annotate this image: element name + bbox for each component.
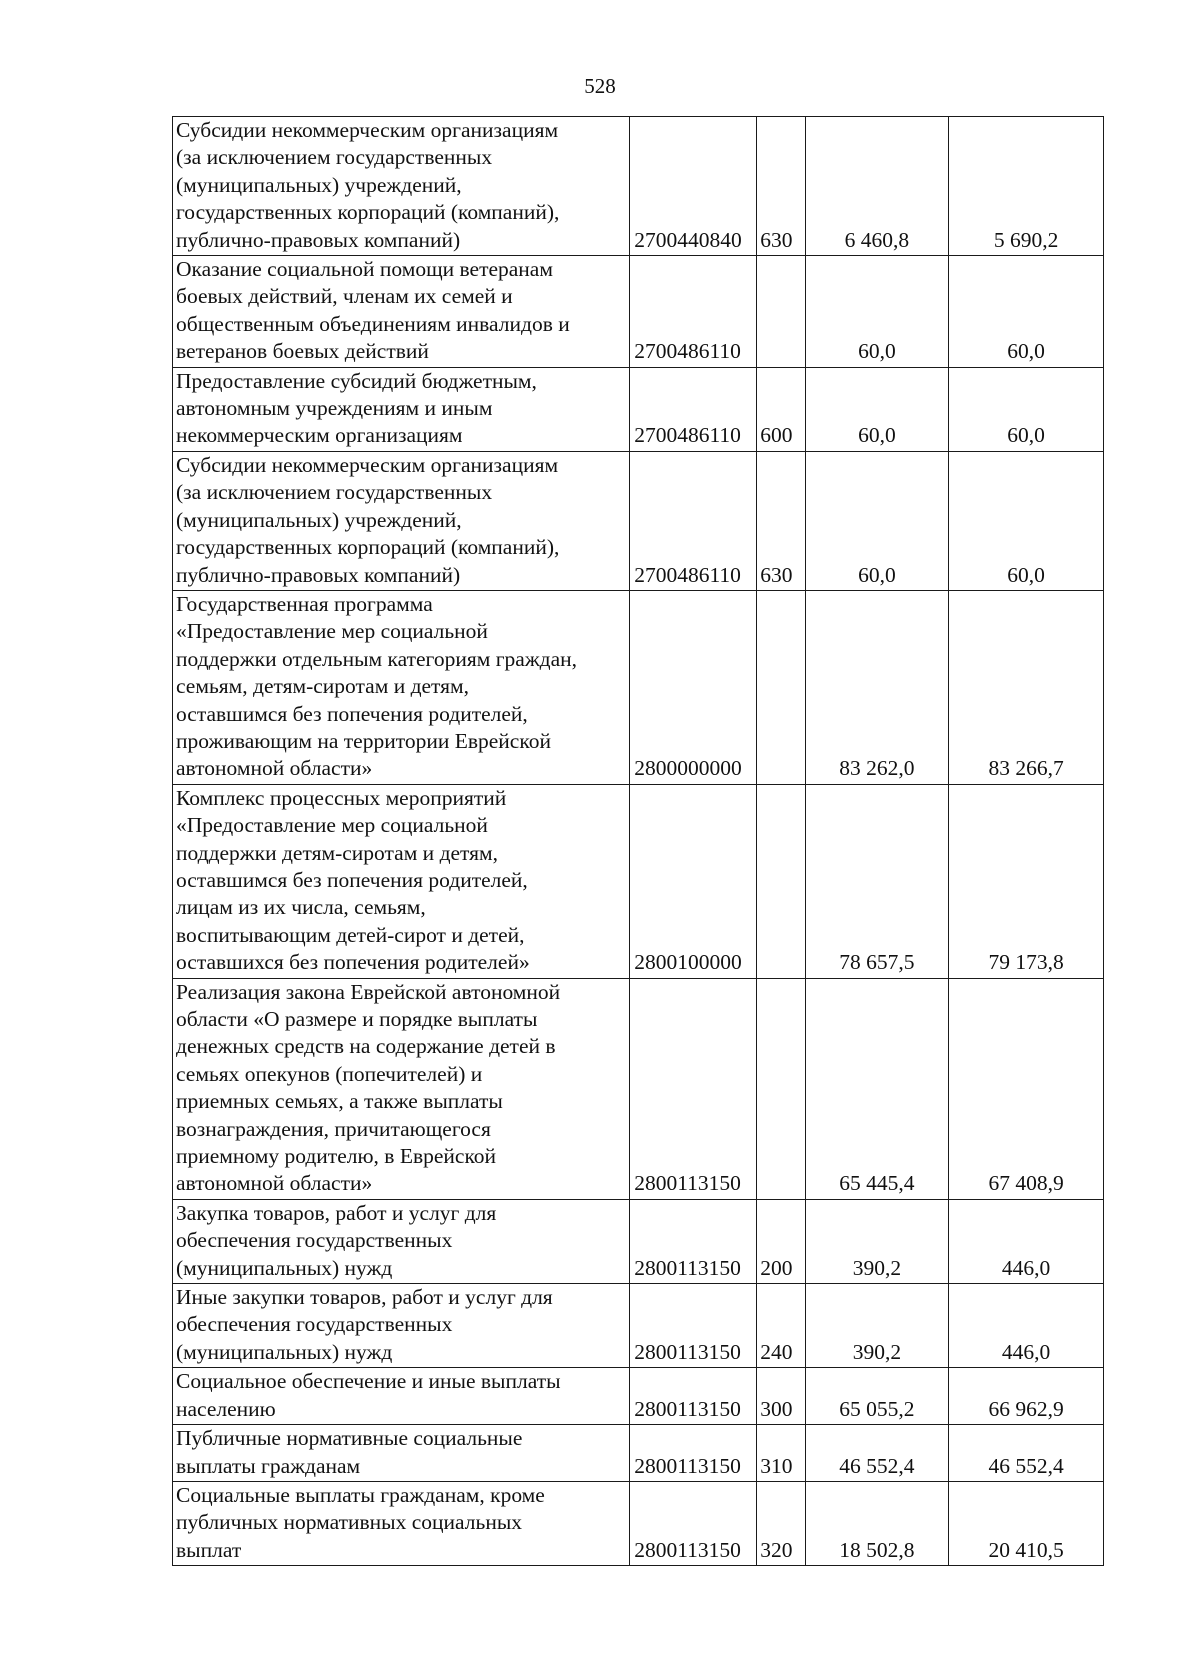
expense-name-cell xyxy=(173,1481,630,1565)
target-article-code: 2800113150 xyxy=(630,1425,757,1482)
expense-name-cell xyxy=(173,1425,630,1482)
amount-year-1: 60,0 xyxy=(805,256,948,368)
table-row xyxy=(173,784,1104,978)
amount-year-2: 46 552,4 xyxy=(949,1425,1104,1482)
expense-name: Закупка товаров, работ и услуг для обеспечения государственных (муниципальных) нужд xyxy=(176,1200,497,1280)
expense-name-cell xyxy=(173,1284,630,1368)
amount-year-2: 60,0 xyxy=(949,256,1104,368)
expense-name-cell xyxy=(173,451,630,590)
target-article-code: 2700486110 xyxy=(630,367,757,451)
expense-name: Субсидии некоммерческим организациям (за исключением государственных (муниципальных) учреждений, государственных корпораций (компаний), публично-правовых компаний) xyxy=(176,118,560,252)
expense-type-code: 310 xyxy=(757,1425,806,1482)
table-row xyxy=(173,451,1104,590)
amount-year-1: 390,2 xyxy=(805,1284,948,1368)
expense-type-code: 600 xyxy=(757,367,806,451)
table-row xyxy=(173,978,1104,1199)
amount-year-1: 6 460,8 xyxy=(805,117,948,256)
table-row xyxy=(173,1481,1104,1565)
target-article-code: 2700486110 xyxy=(630,451,757,590)
expense-name-cell xyxy=(173,784,630,978)
expense-type-code xyxy=(757,590,806,784)
expense-name: Публичные нормативные социальные выплаты гражданам xyxy=(176,1426,523,1478)
expense-type-code xyxy=(757,256,806,368)
amount-year-1: 390,2 xyxy=(805,1199,948,1283)
table-row xyxy=(173,1368,1104,1425)
table-row xyxy=(173,117,1104,256)
table-row xyxy=(173,1199,1104,1283)
amount-year-2: 60,0 xyxy=(949,451,1104,590)
budget-table xyxy=(172,116,1104,1566)
table-row xyxy=(173,367,1104,451)
target-article-code: 2700486110 xyxy=(630,256,757,368)
expense-name-cell xyxy=(173,1199,630,1283)
amount-year-2: 79 173,8 xyxy=(949,784,1104,978)
expense-type-code xyxy=(757,978,806,1199)
expense-name: Реализация закона Еврейской автономной области «О размере и порядке выплаты денежных средств на содержание детей в семьях опекунов (попечителей) и приемных семьях, а также выплаты вознаграждения, причитающегося приемному родителю, в Еврейской автономной области» xyxy=(176,979,561,1196)
expense-name: Комплекс процессных мероприятий «Предоставление мер социальной поддержки детям-сиротам и детям, оставшимся без попечения родителей, лицам из их числа, семьям, воспитывающим детей-сирот и детей, оставшихся без попечения родителей» xyxy=(176,785,530,975)
page-number: 528 xyxy=(584,74,616,98)
amount-year-1: 18 502,8 xyxy=(805,1481,948,1565)
expense-name-cell xyxy=(173,367,630,451)
expense-type-code: 300 xyxy=(757,1368,806,1425)
amount-year-2: 20 410,5 xyxy=(949,1481,1104,1565)
table-row xyxy=(173,1425,1104,1482)
expense-name: Государственная программа «Предоставление мер социальной поддержки отдельным категориям граждан, семьям, детям-сиротам и детям, оставшимся без попечения родителей, проживающим на территории Еврейской автономной области» xyxy=(176,591,578,781)
target-article-code: 2800113150 xyxy=(630,1284,757,1368)
amount-year-1: 83 262,0 xyxy=(805,590,948,784)
expense-type-code: 200 xyxy=(757,1199,806,1283)
amount-year-2: 66 962,9 xyxy=(949,1368,1104,1425)
expense-name: Иные закупки товаров, работ и услуг для обеспечения государственных (муниципальных) нужд xyxy=(176,1285,553,1364)
expense-name-cell xyxy=(173,117,630,256)
table-row xyxy=(173,1284,1104,1368)
expense-name-cell xyxy=(173,256,630,368)
expense-name-cell xyxy=(173,1368,630,1425)
amount-year-2: 60,0 xyxy=(949,367,1104,451)
amount-year-2: 446,0 xyxy=(949,1199,1104,1283)
amount-year-1: 60,0 xyxy=(805,367,948,451)
table-row xyxy=(173,256,1104,368)
target-article-code: 2800113150 xyxy=(630,1368,757,1425)
expense-name: Социальное обеспечение и иные выплаты населению xyxy=(176,1369,561,1421)
amount-year-2: 83 266,7 xyxy=(949,590,1104,784)
target-article-code: 2700440840 xyxy=(630,117,757,256)
amount-year-2: 5 690,2 xyxy=(949,117,1104,256)
target-article-code: 2800000000 xyxy=(630,590,757,784)
amount-year-1: 65 055,2 xyxy=(805,1368,948,1425)
amount-year-1: 46 552,4 xyxy=(805,1425,948,1482)
expense-type-code: 630 xyxy=(757,117,806,256)
expense-name: Социальные выплаты гражданам, кроме публичных нормативных социальных выплат xyxy=(176,1482,545,1562)
expense-name-cell xyxy=(173,978,630,1199)
expense-name-cell xyxy=(173,590,630,784)
amount-year-1: 78 657,5 xyxy=(805,784,948,978)
expense-type-code: 240 xyxy=(757,1284,806,1368)
expense-type-code: 320 xyxy=(757,1481,806,1565)
expense-type-code: 630 xyxy=(757,451,806,590)
expense-name: Предоставление субсидий бюджетным, автономным учреждениям и иным некоммерческим организациям xyxy=(176,368,537,448)
expense-name: Оказание социальной помощи ветеранам боевых действий, членам их семей и общественным объединениям инвалидов и ветеранов боевых действий xyxy=(176,257,570,364)
expense-name: Субсидии некоммерческим организациям (за исключением государственных (муниципальных) учреждений, государственных корпораций (компаний), публично-правовых компаний) xyxy=(176,452,560,587)
amount-year-1: 60,0 xyxy=(805,451,948,590)
target-article-code: 2800113150 xyxy=(630,1199,757,1283)
target-article-code: 2800100000 xyxy=(630,784,757,978)
amount-year-2: 446,0 xyxy=(949,1284,1104,1368)
expense-type-code xyxy=(757,784,806,978)
amount-year-1: 65 445,4 xyxy=(805,978,948,1199)
target-article-code: 2800113150 xyxy=(630,978,757,1199)
target-article-code: 2800113150 xyxy=(630,1481,757,1565)
amount-year-2: 67 408,9 xyxy=(949,978,1104,1199)
table-row xyxy=(173,590,1104,784)
